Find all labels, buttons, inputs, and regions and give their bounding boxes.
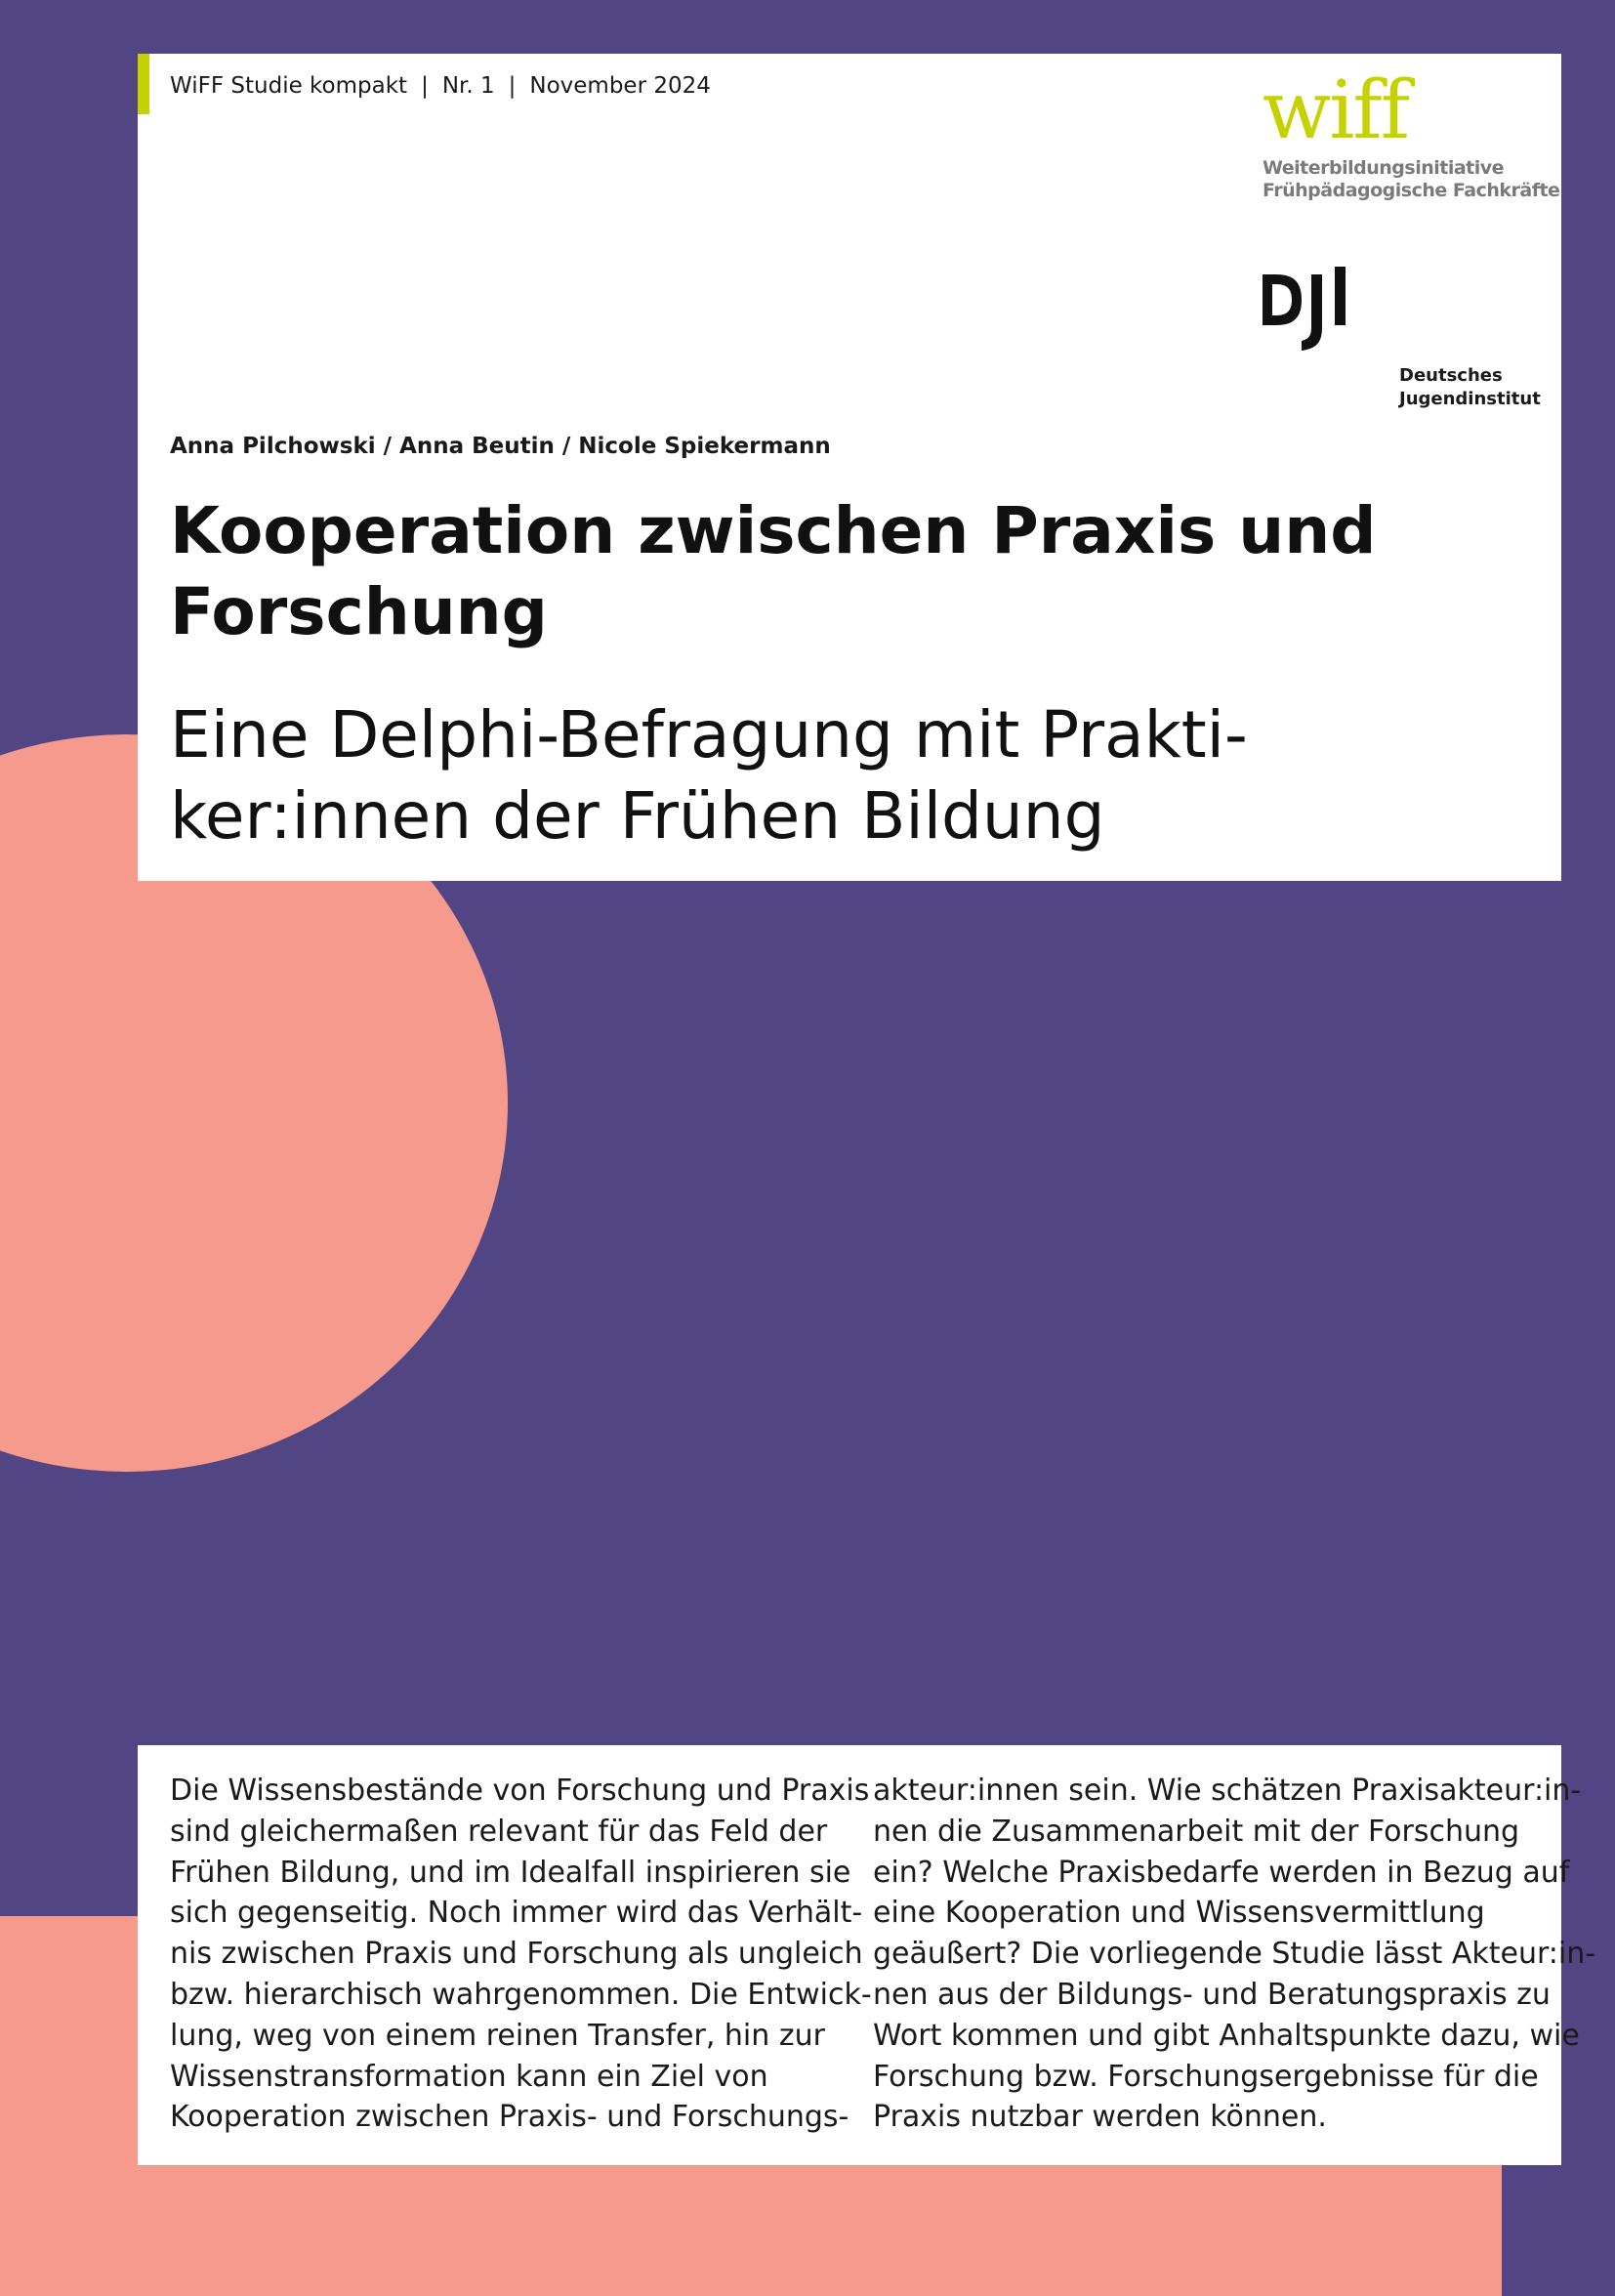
document-subtitle [170,694,1537,856]
abstract-line: nen die Zusammenarbeit mit der Forschung [873,1814,1520,1849]
series-name: WiFF Studie kompakt [170,73,408,99]
wiff-logo [1263,64,1560,202]
document-title [170,490,1537,652]
authors: Anna Pilchowski / Anna Beutin / Nicole Spiekermann [170,434,831,459]
title-line: Forschung [170,574,548,649]
series-separator: | [421,73,429,99]
title-line: Kooperation zwischen Praxis und [170,493,1377,568]
subtitle-line: ker:innen der Frühen Bildung [170,778,1105,854]
series-separator: | [508,73,517,99]
dji-logo [1263,267,1560,433]
wiff-logo-subtitle [1263,157,1560,202]
abstract-line: ein? Welche Praxisbedarfe werden in Bezug auf [873,1855,1570,1890]
abstract-panel [138,1745,1596,2165]
dji-logo-mark [1263,267,1389,364]
abstract-line: akteur:innen sein. Wie schätzen Praxisakteur:in- [873,1774,1582,1808]
abstract-column-right [873,1771,1596,2138]
abstract-line: Forschung bzw. Forschungsergebnisse für die [873,2059,1539,2094]
abstract-line: Wort kommen und gibt Anhaltspunkte dazu, wie [873,2018,1580,2053]
dji-logo-line2: Jugendinstitut [1399,389,1541,409]
wiff-logo-word: wiff [1263,64,1409,157]
dji-logo-line1: Deutsches [1399,365,1503,386]
cover-header-panel [138,54,1561,881]
abstract-column-left [170,1771,872,2138]
abstract-line: nen aus der Bildungs- und Beratungspraxis zu [873,1977,1551,2012]
abstract-line: eine Kooperation und Wissensvermittlung [873,1896,1485,1931]
dji-logo-text [1399,364,1541,411]
abstract-line: nis zwischen Praxis und Forschung als ungleich [170,1937,863,1972]
abstract-line: Frühen Bildung, und im Idealfall inspirieren sie [170,1855,851,1890]
abstract-line: sich gegenseitig. Noch immer wird das Verhält- [170,1896,863,1931]
wiff-logo-line1: Weiterbildungsinitiative [1263,157,1505,179]
abstract-line: geäußert? Die vorliegende Studie lässt Akteur:in- [873,1937,1596,1972]
abstract-line: sind gleichermaßen relevant für das Feld der [170,1814,828,1849]
wiff-logo-line2: Frühpädagogische Fachkräfte [1263,180,1560,201]
abstract-line: Kooperation zwischen Praxis- und Forschungs- [170,2100,849,2135]
abstract-line: lung, weg von einem reinen Transfer, hin zur [170,2018,825,2053]
abstract-line: Die Wissensbestände von Forschung und Praxis [170,1774,870,1808]
subtitle-line: Eine Delphi-Befragung mit Prakti- [170,697,1248,772]
abstract-line: Praxis nutzbar werden können. [873,2100,1327,2135]
series-number: Nr. 1 [441,73,495,99]
series-info [170,73,711,99]
abstract-line: Wissenstransformation kann ein Ziel von [170,2059,768,2094]
series-date: November 2024 [529,73,711,99]
abstract-line: bzw. hierarchisch wahrgenommen. Die Entwick- [170,1977,872,2012]
series-accent-bar [138,54,149,114]
